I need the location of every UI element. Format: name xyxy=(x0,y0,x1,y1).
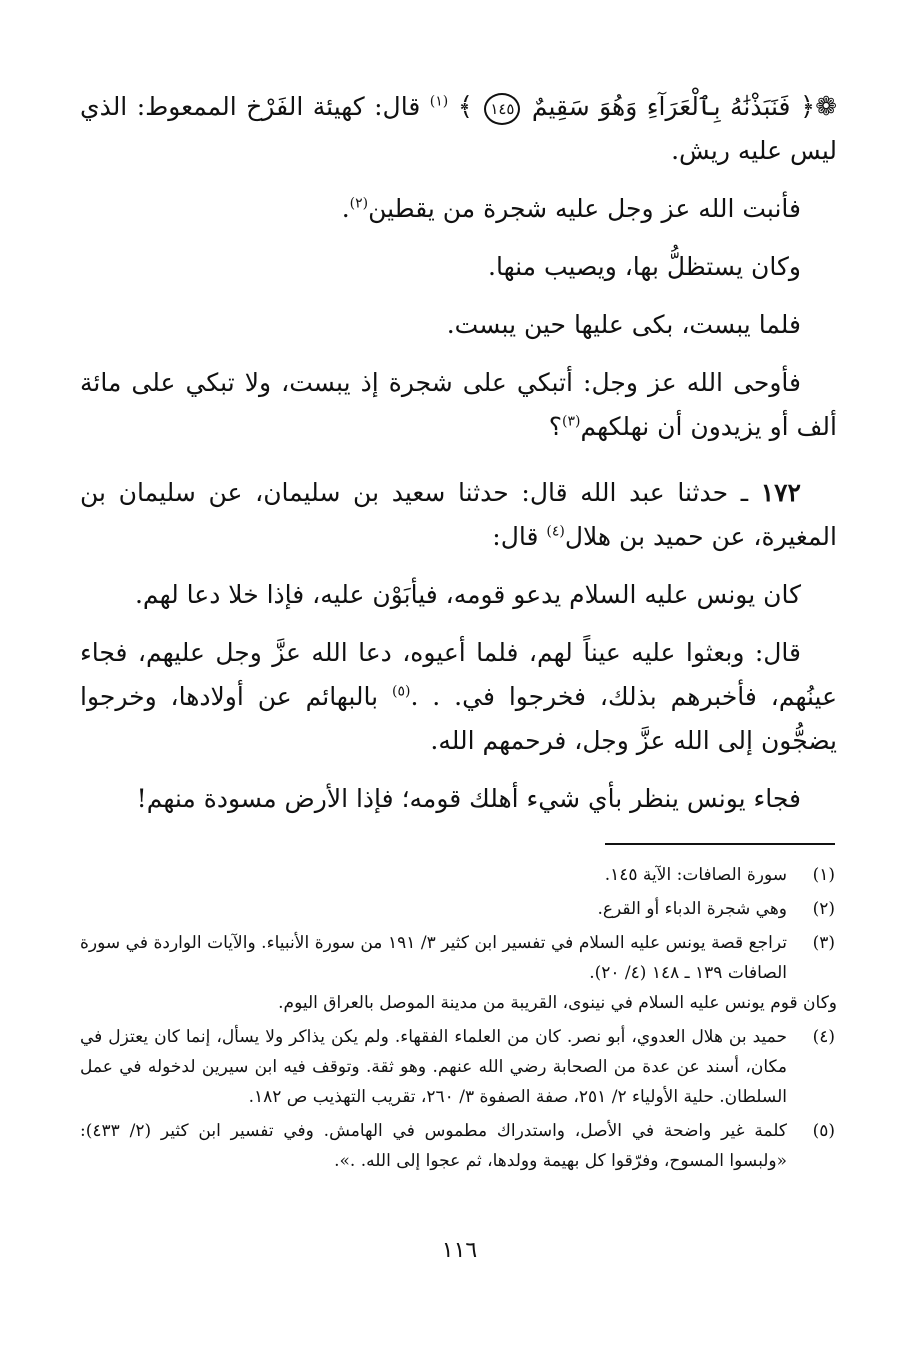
footnote-ref-4[interactable]: (٤) xyxy=(546,523,565,540)
punctuation: . xyxy=(341,194,350,223)
footnote-ref-2[interactable]: (٢) xyxy=(349,195,369,212)
paragraph-text: كان يونس عليه السلام يدعو قومه، فيأبَوْن عليه، فإذا خلا دعا لهم. xyxy=(134,580,801,609)
paragraph-text: قال: وبعثوا عليه عيناً لهم، فلما أعيوه، دعا الله عزَّ وجل عليهم، فجاء عينُهم، فأخبرهم بذلك، فخرجوا في. . . xyxy=(80,638,837,711)
page-number: ١١٦ xyxy=(441,1238,478,1263)
paragraph xyxy=(80,573,837,617)
paragraph-text: فأنبت الله عز وجل عليه شجرة من يقطين xyxy=(368,194,801,223)
paragraph-text: فأوحى الله عز وجل: أتبكي على شجرة إذ يبست، ولا تبكي على مائة ألف أو يزيدون أن نهلكهم xyxy=(80,368,837,441)
main-text xyxy=(80,85,837,835)
paragraph-text: قال: xyxy=(492,522,547,551)
paragraph-text: وكان يستظلُّ بها، ويصيب منها. xyxy=(488,252,801,281)
paragraph xyxy=(80,361,837,449)
footnote-extra-text: وكان قوم يونس عليه السلام في نينوى، القريبة من مدينة الموصل بالعراق اليوم. xyxy=(278,993,837,1013)
paragraph xyxy=(80,187,837,231)
verse-number-badge: ١٤٥ xyxy=(484,93,520,125)
footnote-ref-1[interactable]: (١) xyxy=(429,93,449,110)
footnote-text: كلمة غير واضحة في الأصل، واستدراك مطموس في الهامش. وفي تفسير ابن كثير (٢/ ٤٣٣): «ولبسوا المسوح، وفرّقوا كل بهيمة وولدها، ثم عجوا إلى الله. .». xyxy=(80,1121,787,1171)
footnote-2 xyxy=(80,894,837,924)
paragraph xyxy=(80,631,837,763)
verse-close-ornament-icon: ﴾ xyxy=(457,92,473,122)
paragraph-hadith xyxy=(80,471,837,559)
footnote-text: حميد بن هلال العدوي، أبو نصر. كان من العلماء الفقهاء. ولم يكن يذاكر ولا يسأل، إنما كان يعتزل في مكان، أسند عن عدة من الصحابة رضي الله عنهم. وهو ثقة. وتوقف فيه ابن سيرين لدخوله في عمل السلطان. حلية الأولياء ٢/ ٢٥١، صفة الصفوة ٣/ ٢٦٠، تقريب التهذيب ص ١٨٢. xyxy=(80,1027,787,1107)
verse-open-ornament-icon: ❁﴿ xyxy=(799,92,838,122)
paragraph-text: بالبهائم عن أولادها، وخرجوا يضجُّون إلى الله عزَّ وجل، فرحمهم الله. xyxy=(80,682,837,755)
footnote-text: تراجع قصة يونس عليه السلام في تفسير ابن كثير ٣/ ١٩١ من سورة الأنبياء. والآيات الواردة في سورة الصافات ١٣٩ ـ ١٤٨ (٤/ ٢٠). xyxy=(80,933,787,983)
footnote-number: (٥) xyxy=(812,1121,835,1141)
footnote-text: سورة الصافات: الآية ١٤٥. xyxy=(604,865,787,885)
footnote-number: (١) xyxy=(812,865,835,885)
hadith-number: ١٧٢ xyxy=(760,478,801,507)
footnote-number: (٣) xyxy=(812,933,835,953)
paragraph-text: ـ حدثنا عبد الله قال: حدثنا سعيد بن سليمان، عن سليمان بن المغيرة، عن حميد بن هلال xyxy=(80,478,837,551)
footnote-5 xyxy=(80,1116,837,1176)
paragraph-verse xyxy=(80,85,837,173)
footnote-4 xyxy=(80,1022,837,1112)
paragraph xyxy=(80,245,837,289)
paragraph xyxy=(80,777,837,821)
footnote-number: (٢) xyxy=(812,899,835,919)
footnotes xyxy=(80,860,837,1180)
footnote-1 xyxy=(80,860,837,890)
punctuation: ؟ xyxy=(548,412,562,441)
footnote-divider xyxy=(605,843,835,845)
footnote-3 xyxy=(80,928,837,1018)
paragraph-text: فجاء يونس ينظر بأي شيء أهلك قومه؛ فإذا الأرض مسودة منهم! xyxy=(136,784,801,813)
paragraph-text: فلما يبست، بكى عليها حين يبست. xyxy=(446,310,801,339)
quran-verse: فَنَبَذْنَٰهُ بِٱلْعَرَآءِ وَهُوَ سَقِيمٌ xyxy=(531,92,791,121)
footnote-number: (٤) xyxy=(812,1027,835,1047)
paragraph xyxy=(80,303,837,347)
footnote-ref-5[interactable]: (٥) xyxy=(391,683,411,700)
footnote-text: وهي شجرة الدباء أو القرع. xyxy=(597,899,787,919)
paragraph-text: قال: كهيئة الفَرْخ الممعوط: الذي ليس عليه ريش. xyxy=(80,92,837,165)
footnote-ref-3[interactable]: (٣) xyxy=(561,413,581,430)
